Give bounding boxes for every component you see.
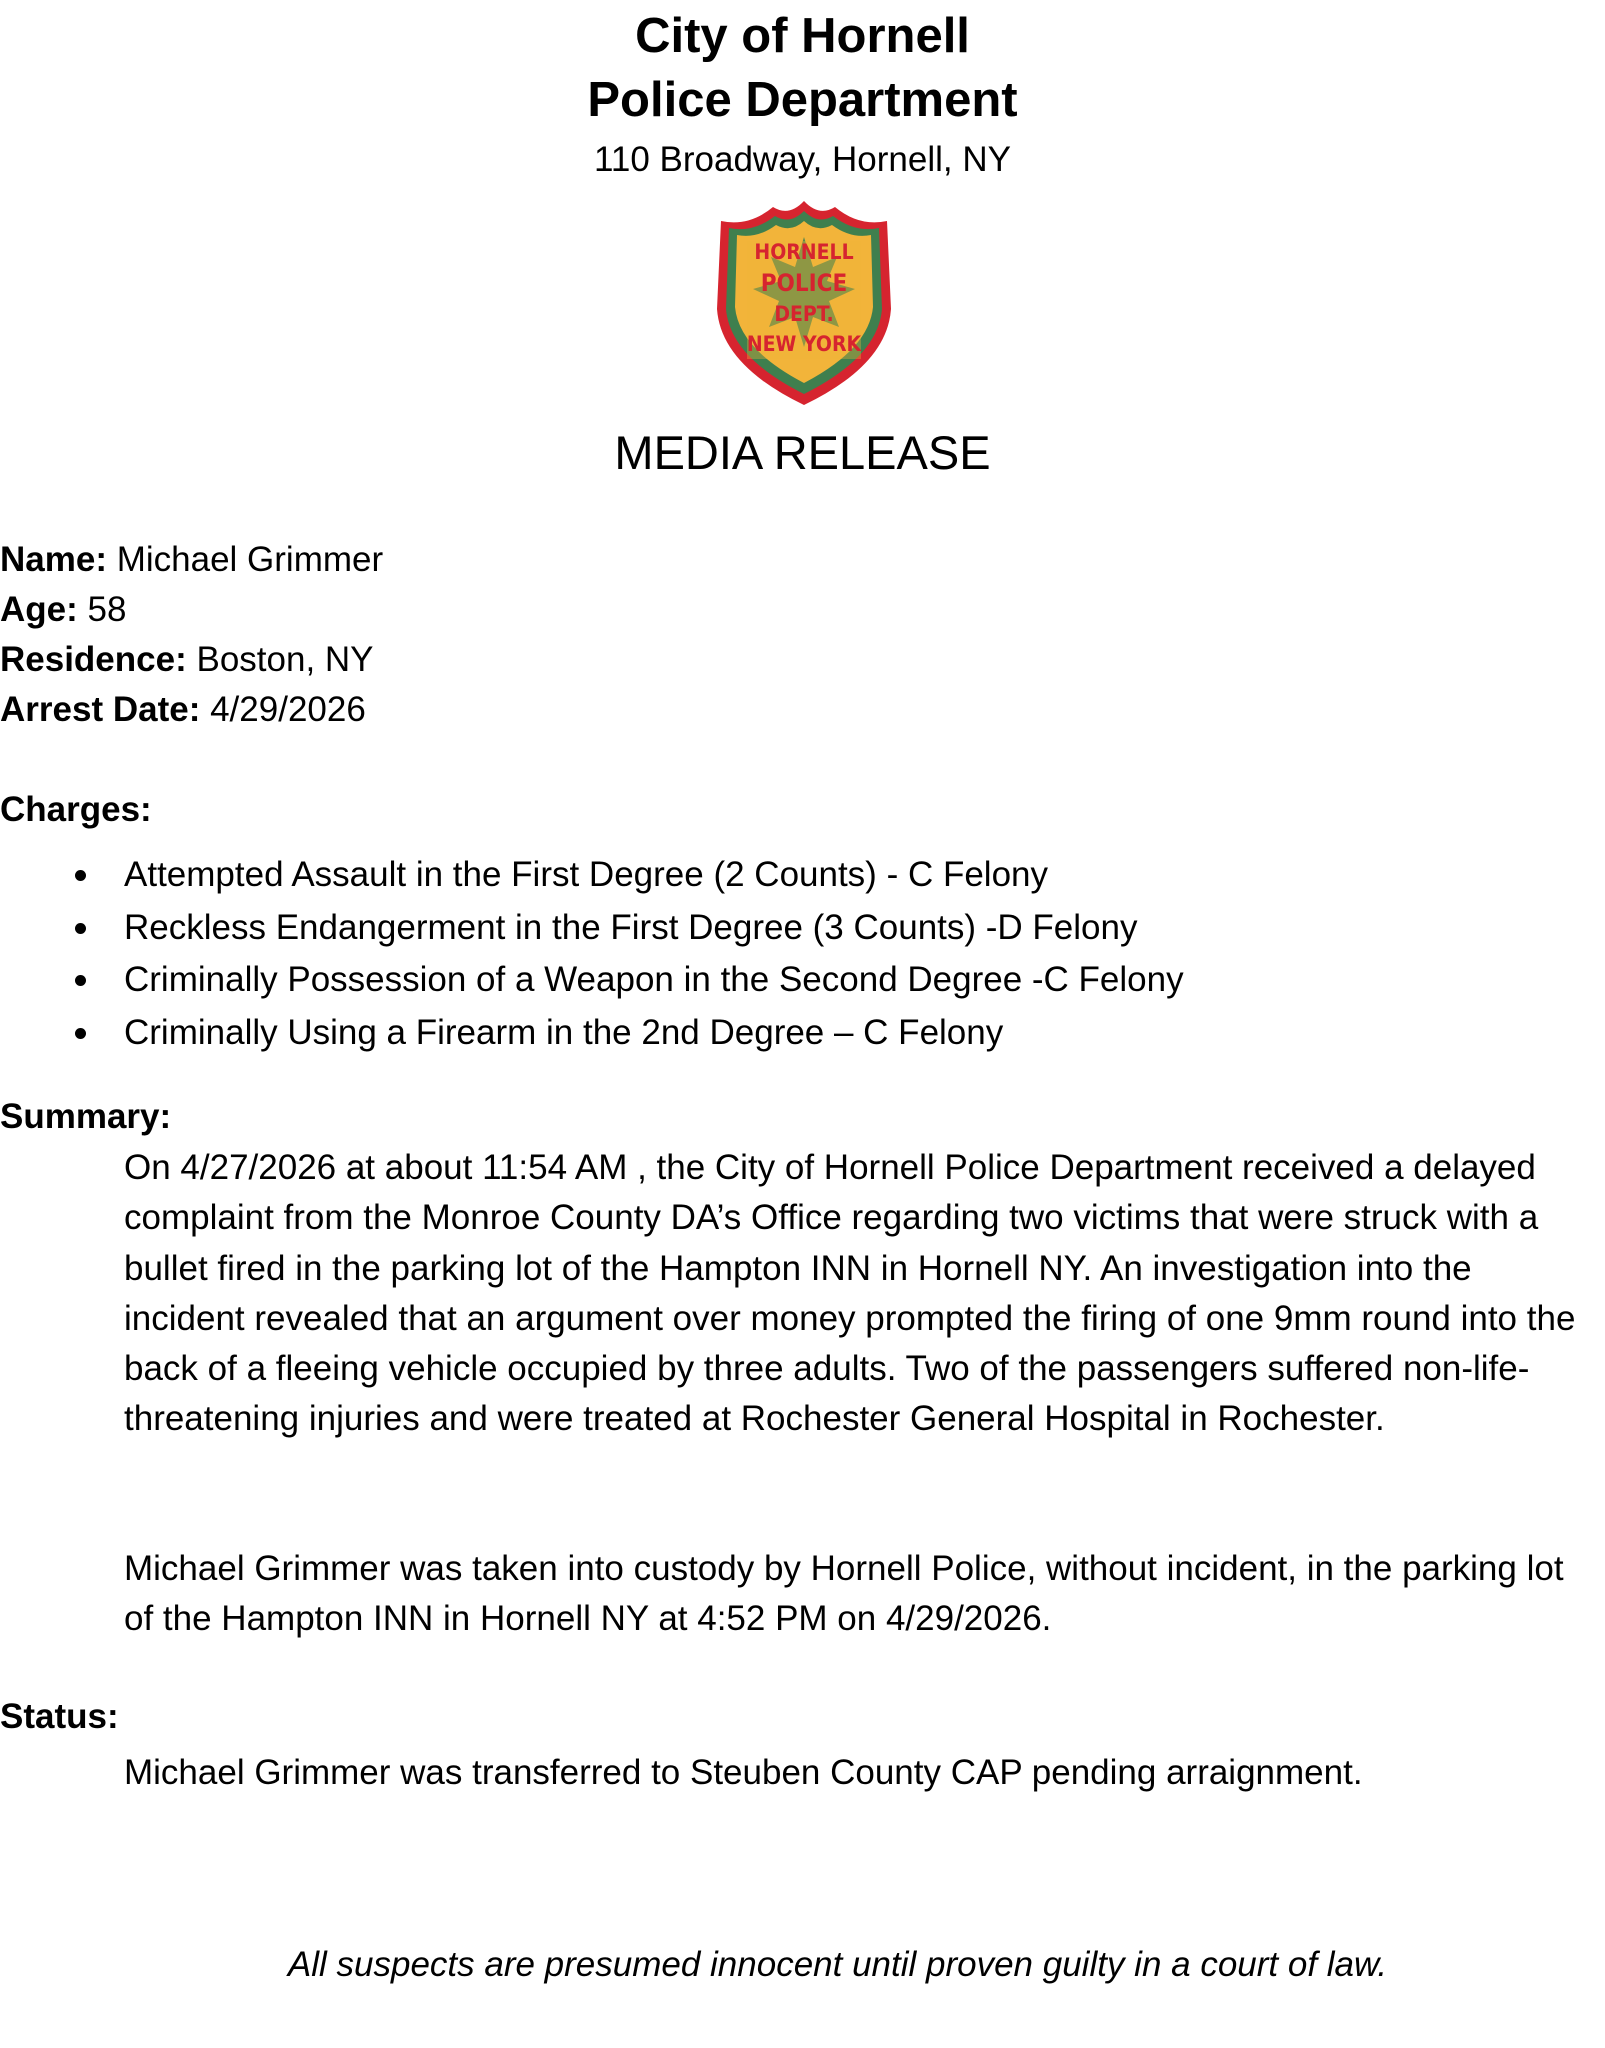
charge-text: Criminally Possession of a Weapon in the Second Degree -C Felony	[124, 960, 1184, 999]
charge-text: Reckless Endangerment in the First Degree (3 Counts) -D Felony	[124, 907, 1138, 947]
status-text: Michael Grimmer was transferred to Steuben County CAP pending arraignment.	[124, 1753, 1363, 1792]
summary-paragraph-2: Michael Grimmer was taken into custody by Hornell Police, without incident, in the parking lot of the Hampton INN in Hornell NY at 4:52 PM on 4/29/2026.	[124, 1549, 1564, 1639]
age-label: Age:	[0, 590, 78, 629]
arrest-date-label: Arrest Date:	[0, 690, 201, 729]
age-value: 58	[87, 590, 127, 629]
city-title: City of Hornell	[635, 9, 970, 63]
department-title: Police Department	[587, 73, 1018, 127]
summary-paragraph-1: On 4/27/2026 at about 11:54 AM , the City of Hornell Police Department received a delayed complaint from the Monroe County DA’s Office regarding two victims that were struck with a bullet fired in the parking lot of the Hampton INN in Hornell NY. An investigation into the incident revealed that an argument over money prompted the firing of one 9mm round into the back of a fleeing vehicle occupied by three adults. Two of the passengers suffered non-life-threatening injuries and were treated at Rochester General Hospital in Rochester.	[124, 1148, 1576, 1439]
arrest-date-value: 4/29/2026	[210, 690, 366, 729]
badge-text-line1: HORNELL	[754, 240, 854, 264]
bullet-icon	[75, 1028, 86, 1039]
charge-text: Criminally Using a Firearm in the 2nd Degree – C Felony	[124, 1012, 1004, 1052]
bullet-icon	[75, 975, 86, 986]
name-field	[0, 538, 383, 582]
summary-heading: Summary:	[0, 1097, 172, 1136]
charges-heading: Charges:	[0, 790, 152, 829]
arrest-date-field	[0, 688, 366, 732]
bullet-icon	[75, 870, 86, 881]
charge-item	[0, 853, 1184, 906]
residence-value: Boston, NY	[196, 640, 374, 679]
badge-text-line4: NEW YORK	[746, 332, 862, 356]
residence-field	[0, 638, 374, 682]
department-address: 110 Broadway, Hornell, NY	[594, 140, 1011, 179]
badge-text-line3: DEPT.	[774, 302, 834, 326]
bullet-icon	[75, 923, 86, 934]
name-value: Michael Grimmer	[116, 540, 384, 579]
charges-list	[0, 853, 1184, 1063]
charge-item	[0, 1011, 1184, 1064]
badge-text-line2: POLICE	[760, 269, 848, 297]
media-release-heading: MEDIA RELEASE	[614, 426, 991, 479]
police-badge-logo	[709, 197, 899, 409]
name-label: Name:	[0, 540, 107, 579]
charge-item	[0, 906, 1184, 959]
charge-item	[0, 958, 1184, 1011]
charge-text: Attempted Assault in the First Degree (2 Counts) - C Felony	[124, 855, 1048, 894]
status-heading: Status:	[0, 1697, 119, 1736]
presumption-disclaimer: All suspects are presumed innocent until proven guilty in a court of law.	[287, 1945, 1388, 1984]
residence-label: Residence:	[0, 640, 187, 679]
age-field	[0, 588, 126, 632]
